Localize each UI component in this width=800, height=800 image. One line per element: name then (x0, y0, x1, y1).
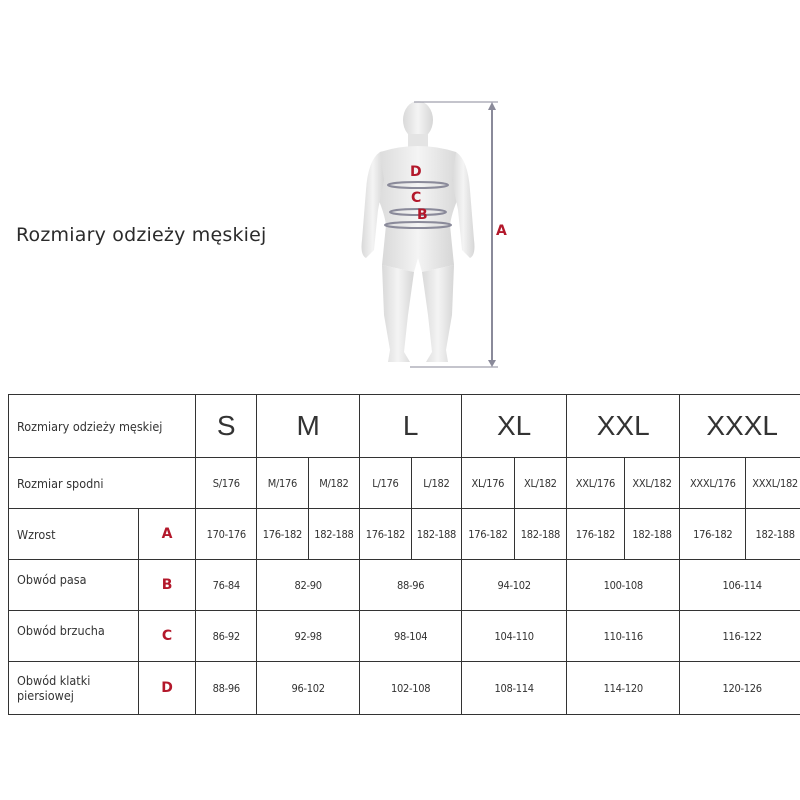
table-cell: L/176 (360, 458, 411, 509)
row-label: Obwód pasa (9, 560, 139, 611)
table-cell: M/176 (257, 458, 308, 509)
size-header: L (360, 395, 462, 458)
size-header: XXXL (680, 395, 800, 458)
table-cell: 120-126 (680, 662, 800, 715)
table-cell: XXXL/176 (680, 458, 746, 509)
table-cell: 114-120 (567, 662, 680, 715)
size-table (8, 394, 800, 715)
body-silhouette-icon (340, 90, 540, 380)
table-cell: S/176 (196, 458, 257, 509)
body-measurement-figure (340, 90, 540, 380)
height-row (9, 509, 800, 560)
table-cell: XXL/182 (624, 458, 680, 509)
belly-row (9, 611, 800, 662)
row-label: Obwód klatki piersiowej (9, 662, 139, 715)
size-header: M (257, 395, 360, 458)
table-cell: 92-98 (257, 611, 360, 662)
table-cell: 88-96 (360, 560, 462, 611)
table-cell: 106-114 (680, 560, 800, 611)
size-header: XL (462, 395, 567, 458)
table-cell: 86-92 (196, 611, 257, 662)
table-cell: 182-188 (411, 509, 461, 560)
table-cell: 176-182 (462, 509, 515, 560)
figure-letter-c: C (411, 190, 422, 206)
row-label: Wzrost (9, 509, 139, 560)
table-cell: XXL/176 (567, 458, 625, 509)
size-header: XXL (567, 395, 680, 458)
table-cell: 108-114 (462, 662, 567, 715)
table-cell: 182-188 (746, 509, 800, 560)
table-cell: XXXL/182 (746, 458, 800, 509)
table-cell: 98-104 (360, 611, 462, 662)
trousers-row (9, 458, 800, 509)
table-cell: 176-182 (360, 509, 411, 560)
measure-letter: D (138, 662, 196, 715)
table-cell: 104-110 (462, 611, 567, 662)
table-cell: 110-116 (567, 611, 680, 662)
size-header-row (9, 395, 800, 458)
measure-letter: A (138, 509, 196, 560)
figure-letter-a: A (496, 223, 507, 239)
table-cell: 82-90 (257, 560, 360, 611)
chest-row (9, 662, 800, 715)
table-cell: XL/176 (462, 458, 515, 509)
table-cell: 176-182 (680, 509, 746, 560)
waist-row (9, 560, 800, 611)
table-cell: 176-182 (567, 509, 625, 560)
table-cell: 170-176 (196, 509, 257, 560)
figure-letter-d: D (410, 164, 422, 180)
table-cell: 102-108 (360, 662, 462, 715)
table-cell: 88-96 (196, 662, 257, 715)
row-label: Obwód brzucha (9, 611, 139, 662)
table-cell: 94-102 (462, 560, 567, 611)
table-cell: L/182 (411, 458, 461, 509)
table-cell: 96-102 (257, 662, 360, 715)
table-cell: 116-122 (680, 611, 800, 662)
row-label: Rozmiar spodni (9, 458, 196, 509)
measure-letter: B (138, 560, 196, 611)
table-cell: M/182 (308, 458, 360, 509)
figure-letter-b: B (417, 207, 428, 223)
table-cell: 182-188 (514, 509, 567, 560)
table-cell: 182-188 (308, 509, 360, 560)
table-cell: 100-108 (567, 560, 680, 611)
page-title: Rozmiary odzieży męskiej (16, 224, 267, 246)
measure-letter: C (138, 611, 196, 662)
table-cell: XL/182 (514, 458, 567, 509)
table-cell: 182-188 (624, 509, 680, 560)
table-cell: 176-182 (257, 509, 308, 560)
table-cell: 76-84 (196, 560, 257, 611)
size-header: S (196, 395, 257, 458)
corner-label: Rozmiary odzieży męskiej (9, 395, 196, 458)
